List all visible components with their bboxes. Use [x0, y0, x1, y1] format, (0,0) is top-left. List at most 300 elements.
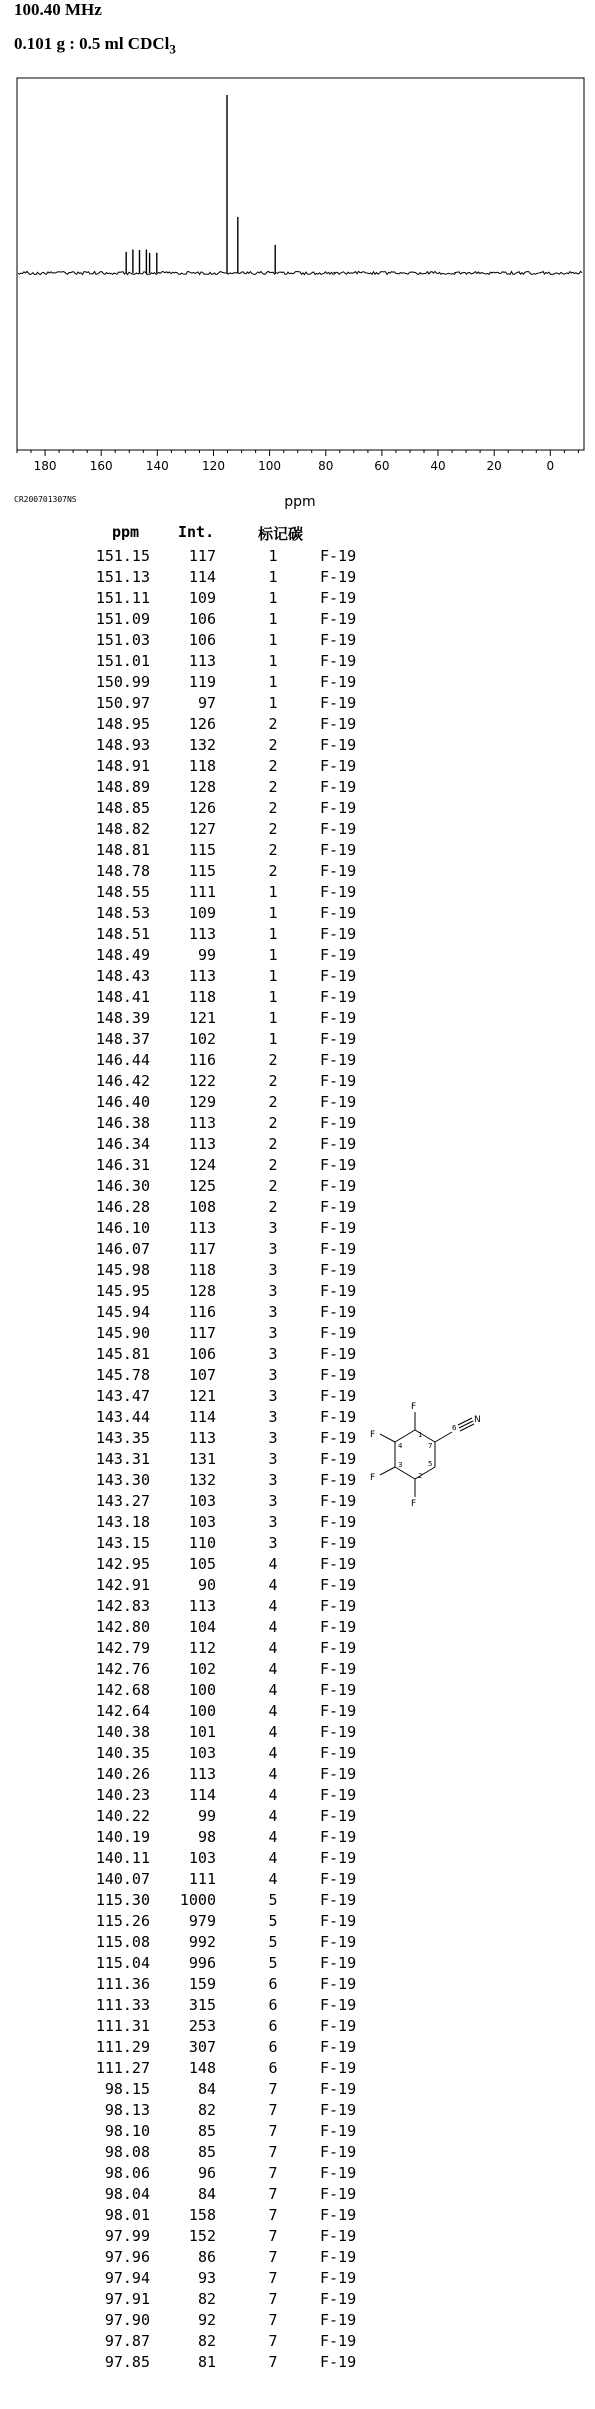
cell-int: 109 [188, 904, 216, 922]
table-row [0, 841, 595, 862]
table-row [0, 2332, 595, 2353]
cell-ppm: 142.83 [95, 1597, 150, 1615]
cell-ppm: 143.35 [95, 1429, 150, 1447]
x-axis-label: ppm [284, 494, 316, 510]
cell-ppm: 143.27 [95, 1492, 150, 1510]
cell-int: 121 [188, 1387, 216, 1405]
table-row [0, 967, 595, 988]
cell-coupling: F-19 [320, 1933, 357, 1951]
cell-coupling: F-19 [320, 1261, 357, 1279]
cell-int: 108 [188, 1198, 216, 1216]
table-row [0, 1261, 595, 1282]
sample-subscript: 3 [169, 41, 176, 57]
cell-int: 90 [197, 1576, 216, 1594]
cell-coupling: F-19 [320, 778, 357, 796]
cell-coupling: F-19 [320, 1450, 357, 1468]
cell-int: 148 [188, 2059, 216, 2077]
cell-int: 114 [188, 1786, 216, 1804]
cell-coupling: F-19 [320, 1093, 357, 1111]
cell-int: 118 [188, 1261, 216, 1279]
cell-coupling: F-19 [320, 652, 357, 670]
cell-label: 4 [268, 1702, 278, 1720]
cell-ppm: 142.76 [95, 1660, 150, 1678]
cell-int: 125 [188, 1177, 216, 1195]
table-row [0, 694, 595, 715]
baseline [18, 271, 582, 274]
cell-int: 103 [188, 1492, 216, 1510]
sample-id: CR200701307NS [14, 495, 77, 504]
table-row [0, 736, 595, 757]
cell-coupling: F-19 [320, 2248, 357, 2266]
cell-label: 3 [268, 1303, 278, 1321]
cell-label: 1 [268, 547, 278, 565]
cell-ppm: 151.03 [95, 631, 150, 649]
cell-coupling: F-19 [320, 1870, 357, 1888]
cell-int: 129 [188, 1093, 216, 1111]
cell-ppm: 111.33 [95, 1996, 150, 2014]
cell-ppm: 145.98 [95, 1261, 150, 1279]
cell-int: 113 [188, 967, 216, 985]
cell-ppm: 148.53 [95, 904, 150, 922]
cell-int: 117 [188, 1240, 216, 1258]
baseline-trace [18, 271, 582, 274]
cell-label: 5 [268, 1933, 278, 1951]
cell-int: 82 [197, 2290, 216, 2308]
table-row [0, 1891, 595, 1912]
cell-label: 3 [268, 1450, 278, 1468]
cell-label: 4 [268, 1786, 278, 1804]
cell-int: 110 [188, 1534, 216, 1552]
table-row [0, 1051, 595, 1072]
cell-coupling: F-19 [320, 2332, 357, 2350]
cell-int: 126 [188, 799, 216, 817]
cell-coupling: F-19 [320, 2080, 357, 2098]
cell-ppm: 140.19 [95, 1828, 150, 1846]
cell-ppm: 150.97 [95, 694, 150, 712]
cell-int: 122 [188, 1072, 216, 1090]
cell-label: 4 [268, 1681, 278, 1699]
cell-int: 97 [197, 694, 216, 712]
cell-int: 116 [188, 1051, 216, 1069]
cell-coupling: F-19 [320, 1030, 357, 1048]
cell-ppm: 140.35 [95, 1744, 150, 1762]
cell-label: 6 [268, 1975, 278, 1993]
cell-coupling: F-19 [320, 1177, 357, 1195]
cell-int: 106 [188, 1345, 216, 1363]
cell-ppm: 143.47 [95, 1387, 150, 1405]
cell-int: 99 [197, 946, 216, 964]
cell-label: 3 [268, 1345, 278, 1363]
cell-coupling: F-19 [320, 631, 357, 649]
cell-label: 7 [268, 2248, 278, 2266]
cell-label: 3 [268, 1492, 278, 1510]
cell-int: 118 [188, 988, 216, 1006]
cell-int: 124 [188, 1156, 216, 1174]
cell-ppm: 97.90 [104, 2311, 150, 2329]
cell-coupling: F-19 [320, 967, 357, 985]
table-row [0, 862, 595, 883]
atom-f-top: F [411, 1402, 417, 1412]
cell-int: 127 [188, 820, 216, 838]
cell-int: 114 [188, 568, 216, 586]
cell-label: 2 [268, 1156, 278, 1174]
cell-label: 7 [268, 2164, 278, 2182]
cell-label: 3 [268, 1324, 278, 1342]
cell-ppm: 143.31 [95, 1450, 150, 1468]
cell-label: 2 [268, 715, 278, 733]
table-row [0, 2248, 595, 2269]
cell-int: 126 [188, 715, 216, 733]
cell-coupling: F-19 [320, 1051, 357, 1069]
table-row [0, 1198, 595, 1219]
cell-coupling: F-19 [320, 568, 357, 586]
table-row [0, 1030, 595, 1051]
table-row [0, 757, 595, 778]
cell-int: 84 [197, 2185, 216, 2203]
carbon-label-3: 3 [398, 1461, 403, 1469]
cell-coupling: F-19 [320, 1765, 357, 1783]
table-row [0, 1702, 595, 1723]
cell-coupling: F-19 [320, 1996, 357, 2014]
cell-coupling: F-19 [320, 1156, 357, 1174]
cell-ppm: 146.42 [95, 1072, 150, 1090]
cell-label: 7 [268, 2227, 278, 2245]
cell-label: 1 [268, 1030, 278, 1048]
cell-label: 4 [268, 1828, 278, 1846]
cell-ppm: 143.18 [95, 1513, 150, 1531]
cell-ppm: 97.94 [104, 2269, 150, 2287]
cell-ppm: 148.91 [95, 757, 150, 775]
cell-label: 1 [268, 568, 278, 586]
table-header [0, 523, 595, 545]
cell-label: 7 [268, 2080, 278, 2098]
x-tick-label: 180 [33, 459, 57, 473]
table-row [0, 1681, 595, 1702]
cell-int: 81 [197, 2353, 216, 2371]
cell-ppm: 146.10 [95, 1219, 150, 1237]
cell-coupling: F-19 [320, 1723, 357, 1741]
table-row [0, 1618, 595, 1639]
cell-coupling: F-19 [320, 589, 357, 607]
cell-ppm: 146.31 [95, 1156, 150, 1174]
cell-ppm: 145.78 [95, 1366, 150, 1384]
cell-coupling: F-19 [320, 799, 357, 817]
cell-int: 113 [188, 1114, 216, 1132]
header-int: Int. [178, 523, 215, 541]
x-tick-label: 40 [430, 459, 446, 473]
cell-label: 2 [268, 1093, 278, 1111]
cell-coupling: F-19 [320, 2290, 357, 2308]
cell-int: 106 [188, 610, 216, 628]
cell-int: 131 [188, 1450, 216, 1468]
atom-n: N [474, 1415, 481, 1425]
cell-ppm: 146.44 [95, 1051, 150, 1069]
cell-ppm: 148.89 [95, 778, 150, 796]
cell-coupling: F-19 [320, 820, 357, 838]
table-row [0, 1345, 595, 1366]
cell-label: 3 [268, 1471, 278, 1489]
cell-label: 2 [268, 1177, 278, 1195]
table-row [0, 1597, 595, 1618]
cell-ppm: 142.68 [95, 1681, 150, 1699]
table-row [0, 1786, 595, 1807]
table-row [0, 1177, 595, 1198]
cell-label: 3 [268, 1387, 278, 1405]
table-row [0, 883, 595, 904]
table-row [0, 2269, 595, 2290]
cell-label: 1 [268, 631, 278, 649]
cell-int: 158 [188, 2206, 216, 2224]
cell-int: 107 [188, 1366, 216, 1384]
cell-label: 4 [268, 1723, 278, 1741]
cell-int: 101 [188, 1723, 216, 1741]
table-row [0, 2080, 595, 2101]
cell-int: 115 [188, 841, 216, 859]
cell-coupling: F-19 [320, 841, 357, 859]
table-row [0, 946, 595, 967]
cell-int: 113 [188, 925, 216, 943]
cell-label: 2 [268, 1198, 278, 1216]
cell-coupling: F-19 [320, 1954, 357, 1972]
cell-label: 3 [268, 1513, 278, 1531]
cell-label: 6 [268, 1996, 278, 2014]
cell-ppm: 150.99 [95, 673, 150, 691]
cell-int: 102 [188, 1030, 216, 1048]
cell-coupling: F-19 [320, 1660, 357, 1678]
table-row [0, 1996, 595, 2017]
cell-ppm: 115.04 [95, 1954, 150, 1972]
cell-ppm: 98.06 [104, 2164, 150, 2182]
table-row [0, 2059, 595, 2080]
cell-ppm: 146.28 [95, 1198, 150, 1216]
cell-int: 104 [188, 1618, 216, 1636]
cell-int: 109 [188, 589, 216, 607]
cell-ppm: 98.13 [104, 2101, 150, 2119]
cell-int: 100 [188, 1702, 216, 1720]
cell-coupling: F-19 [320, 1408, 357, 1426]
cell-coupling: F-19 [320, 946, 357, 964]
cell-coupling: F-19 [320, 1618, 357, 1636]
cell-ppm: 142.95 [95, 1555, 150, 1573]
cell-coupling: F-19 [320, 2017, 357, 2035]
cell-ppm: 148.55 [95, 883, 150, 901]
cell-coupling: F-19 [320, 862, 357, 880]
table-row [0, 1072, 595, 1093]
cell-ppm: 148.93 [95, 736, 150, 754]
table-row [0, 1828, 595, 1849]
cell-label: 6 [268, 2059, 278, 2077]
table-row [0, 1135, 595, 1156]
cell-int: 82 [197, 2101, 216, 2119]
cell-int: 99 [197, 1807, 216, 1825]
cell-coupling: F-19 [320, 1072, 357, 1090]
table-row [0, 988, 595, 1009]
cell-int: 98 [197, 1828, 216, 1846]
atom-f-bottom: F [411, 1499, 417, 1509]
cell-coupling: F-19 [320, 1135, 357, 1153]
cell-label: 1 [268, 946, 278, 964]
cell-label: 2 [268, 862, 278, 880]
cell-label: 4 [268, 1765, 278, 1783]
table-row [0, 673, 595, 694]
cell-int: 115 [188, 862, 216, 880]
table-row [0, 2353, 595, 2374]
table-row [0, 904, 595, 925]
cell-coupling: F-19 [320, 1324, 357, 1342]
cell-int: 315 [188, 1996, 216, 2014]
cell-int: 93 [197, 2269, 216, 2287]
x-tick-label: 140 [145, 459, 169, 473]
cell-ppm: 142.64 [95, 1702, 150, 1720]
cell-label: 7 [268, 2185, 278, 2203]
table-row [0, 2122, 595, 2143]
cell-int: 103 [188, 1849, 216, 1867]
cell-int: 118 [188, 757, 216, 775]
cell-coupling: F-19 [320, 736, 357, 754]
cell-label: 5 [268, 1891, 278, 1909]
table-row [0, 2290, 595, 2311]
cell-coupling: F-19 [320, 883, 357, 901]
cell-label: 7 [268, 2332, 278, 2350]
cell-ppm: 148.78 [95, 862, 150, 880]
cell-coupling: F-19 [320, 1786, 357, 1804]
x-tick-label: 160 [89, 459, 113, 473]
cell-ppm: 151.09 [95, 610, 150, 628]
cell-int: 100 [188, 1681, 216, 1699]
carbon-label-7: 7 [428, 1442, 433, 1450]
cell-coupling: F-19 [320, 1219, 357, 1237]
cell-coupling: F-19 [320, 1303, 357, 1321]
cell-coupling: F-19 [320, 610, 357, 628]
carbon-label-5: 5 [428, 1460, 433, 1468]
cell-int: 113 [188, 1597, 216, 1615]
table-row [0, 820, 595, 841]
cell-coupling: F-19 [320, 1240, 357, 1258]
cell-label: 2 [268, 1051, 278, 1069]
cell-int: 117 [188, 1324, 216, 1342]
cell-ppm: 146.34 [95, 1135, 150, 1153]
cell-label: 2 [268, 736, 278, 754]
cell-ppm: 140.38 [95, 1723, 150, 1741]
header-ppm: ppm [112, 523, 140, 541]
cell-label: 4 [268, 1618, 278, 1636]
cell-ppm: 145.81 [95, 1345, 150, 1363]
table-row [0, 631, 595, 652]
cell-int: 111 [188, 1870, 216, 1888]
cell-int: 106 [188, 631, 216, 649]
cell-ppm: 98.04 [104, 2185, 150, 2203]
cell-label: 3 [268, 1261, 278, 1279]
cell-ppm: 151.01 [95, 652, 150, 670]
cell-ppm: 97.99 [104, 2227, 150, 2245]
cell-ppm: 143.15 [95, 1534, 150, 1552]
cell-label: 2 [268, 1114, 278, 1132]
cell-ppm: 97.87 [104, 2332, 150, 2350]
cell-label: 1 [268, 652, 278, 670]
cell-coupling: F-19 [320, 2206, 357, 2224]
atom-f-left-lower: F [370, 1473, 376, 1483]
cell-label: 2 [268, 778, 278, 796]
cell-int: 112 [188, 1639, 216, 1657]
cell-int: 103 [188, 1744, 216, 1762]
cell-int: 132 [188, 736, 216, 754]
cell-ppm: 98.01 [104, 2206, 150, 2224]
cell-coupling: F-19 [320, 2164, 357, 2182]
cell-label: 2 [268, 1072, 278, 1090]
cell-label: 4 [268, 1849, 278, 1867]
cell-ppm: 140.22 [95, 1807, 150, 1825]
table-row [0, 1975, 595, 1996]
cell-coupling: F-19 [320, 1534, 357, 1552]
cell-label: 1 [268, 904, 278, 922]
cell-ppm: 143.44 [95, 1408, 150, 1426]
cell-int: 86 [197, 2248, 216, 2266]
table-row [0, 1282, 595, 1303]
cell-ppm: 148.81 [95, 841, 150, 859]
cell-int: 159 [188, 1975, 216, 1993]
cell-int: 82 [197, 2332, 216, 2350]
table-row [0, 1933, 595, 1954]
table-row [0, 568, 595, 589]
cell-int: 307 [188, 2038, 216, 2056]
table-row [0, 1366, 595, 1387]
cell-ppm: 111.27 [95, 2059, 150, 2077]
table-row [0, 2311, 595, 2332]
cell-coupling: F-19 [320, 1828, 357, 1846]
cell-ppm: 148.82 [95, 820, 150, 838]
cell-label: 3 [268, 1219, 278, 1237]
cell-coupling: F-19 [320, 2101, 357, 2119]
table-row [0, 1765, 595, 1786]
cell-label: 1 [268, 610, 278, 628]
cell-ppm: 111.36 [95, 1975, 150, 1993]
cell-ppm: 97.91 [104, 2290, 150, 2308]
cell-coupling: F-19 [320, 1513, 357, 1531]
cell-label: 7 [268, 2269, 278, 2287]
cell-ppm: 145.95 [95, 1282, 150, 1300]
table-row [0, 1723, 595, 1744]
table-row [0, 1093, 595, 1114]
table-row [0, 925, 595, 946]
table-row [0, 2038, 595, 2059]
cell-int: 113 [188, 652, 216, 670]
cell-coupling: F-19 [320, 757, 357, 775]
table-row [0, 1009, 595, 1030]
cell-ppm: 115.26 [95, 1912, 150, 1930]
x-tick-label: 100 [258, 459, 282, 473]
table-row [0, 1114, 595, 1135]
header-label: 标记碳 [258, 525, 304, 543]
cell-ppm: 148.41 [95, 988, 150, 1006]
cell-label: 6 [268, 2017, 278, 2035]
cell-ppm: 151.15 [95, 547, 150, 565]
table-row [0, 1303, 595, 1324]
cell-coupling: F-19 [320, 1555, 357, 1573]
table-row [0, 1555, 595, 1576]
cell-label: 2 [268, 757, 278, 775]
cell-int: 979 [188, 1912, 216, 1930]
cell-coupling: F-19 [320, 1702, 357, 1720]
cell-label: 7 [268, 2101, 278, 2119]
cell-int: 152 [188, 2227, 216, 2245]
cell-int: 105 [188, 1555, 216, 1573]
cell-label: 3 [268, 1366, 278, 1384]
cell-coupling: F-19 [320, 1387, 357, 1405]
cell-int: 128 [188, 1282, 216, 1300]
cell-label: 3 [268, 1534, 278, 1552]
cell-int: 92 [197, 2311, 216, 2329]
cell-ppm: 97.96 [104, 2248, 150, 2266]
